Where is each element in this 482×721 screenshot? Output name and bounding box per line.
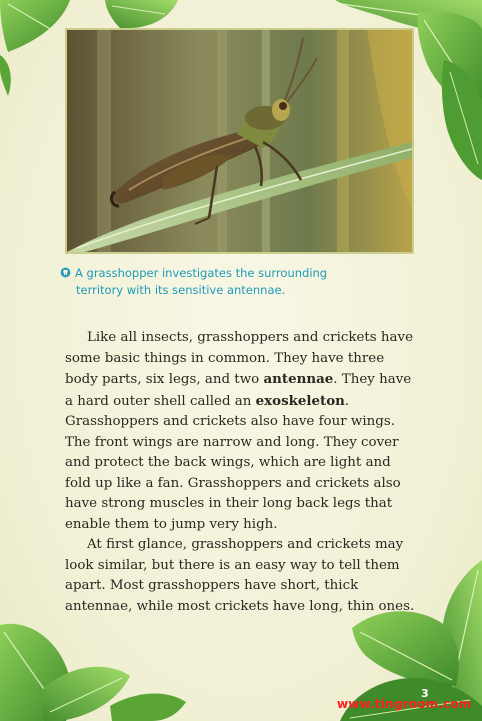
leaf-bottom-left (0, 624, 186, 721)
paragraph-1-text-a: Like all insects, grasshoppers and crickets have some basic things in common. They have three body parts, six legs, and two (65, 330, 413, 387)
vocab-term-exoskeleton: exoskeleton (255, 392, 345, 409)
paragraph-1-text-c: . Grasshoppers and crickets also have four wings. The front wings are narrow and long. They cover and protect the back wings, which are light and fold up like a fan. Grasshoppers and crickets also have strong muscles in their long back legs that enable them to jump very high. (65, 393, 401, 532)
vocab-term-antennae: antennae (263, 371, 334, 387)
site-watermark: www.tingroom.com (337, 697, 472, 711)
body-text (65, 328, 415, 617)
caption-line-1: A grasshopper investigates the surrounding (75, 266, 328, 280)
info-icon (60, 267, 71, 278)
grasshopper-photo (65, 28, 414, 254)
caption-line-2: territory with its sensitive antennae. (76, 283, 286, 297)
photo-caption (60, 265, 360, 299)
paragraph-2: At first glance, grasshoppers and crickets may look similar, but there is an easy way to tell them apart. Most grasshoppers have short, thick antennae, while most crickets have long, thin ones. (65, 537, 415, 614)
paragraph-1 (65, 328, 415, 535)
paragraph-1-text-b: . They have a hard outer shell called an (65, 372, 412, 409)
page-number: 3 (421, 687, 429, 700)
